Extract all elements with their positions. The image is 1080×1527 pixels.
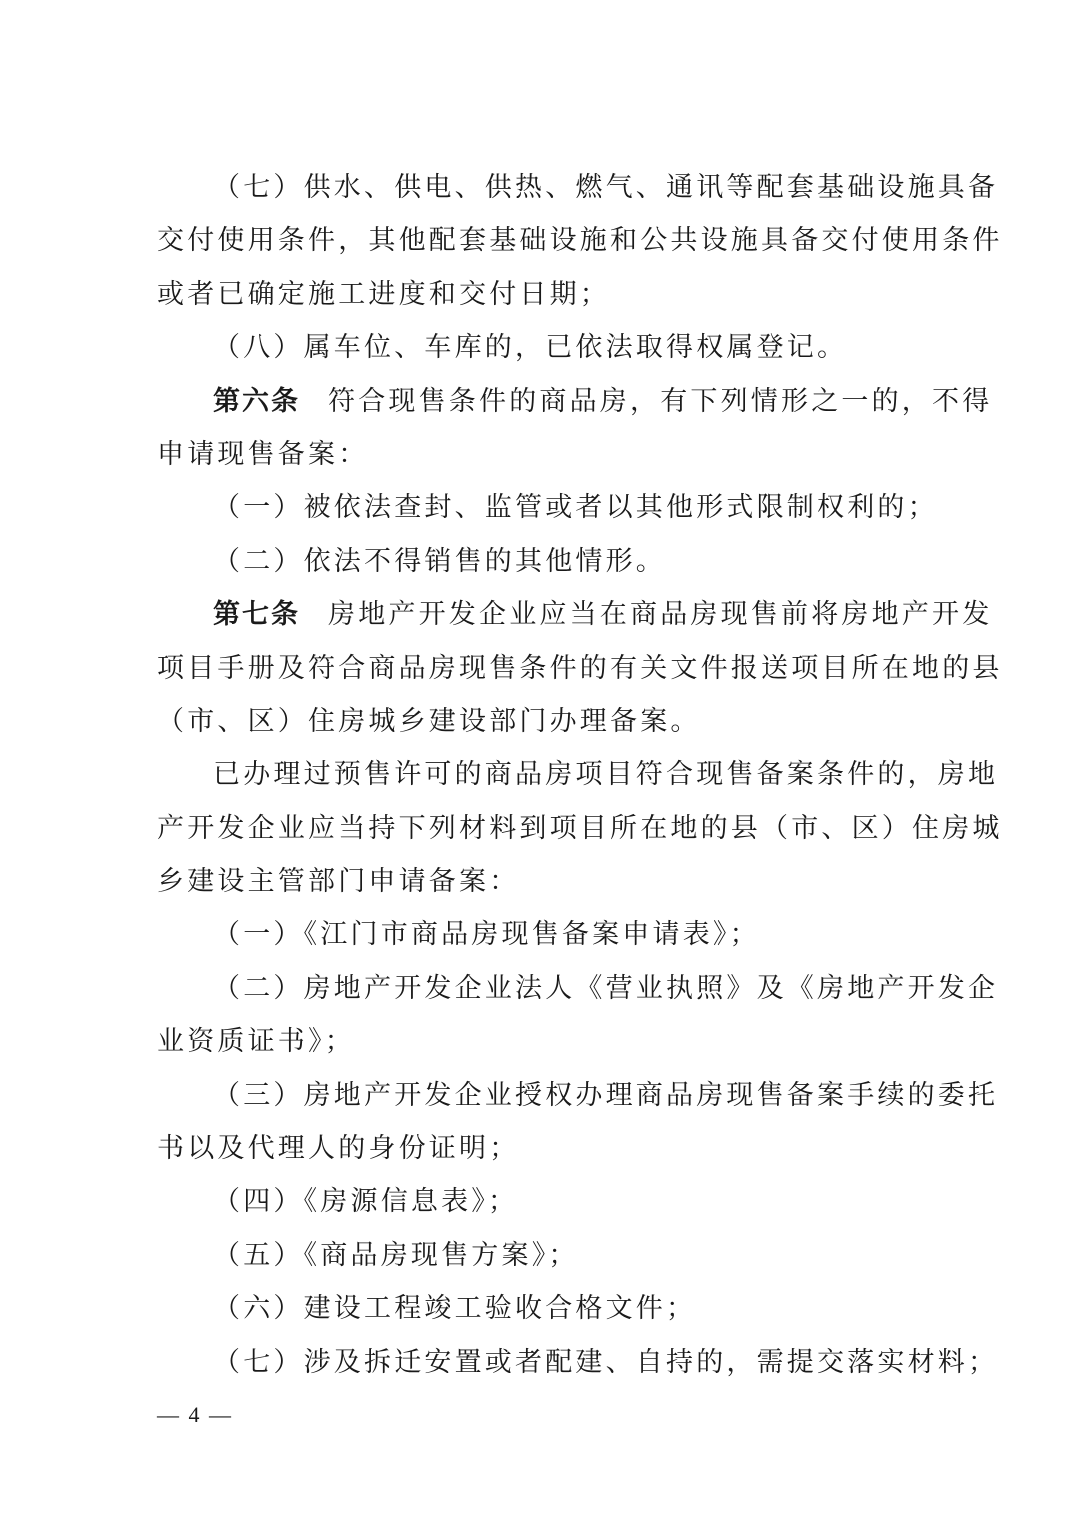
line-text: （七）供水、供电、供热、燃气、通讯等配套基础设施具备 (213, 172, 999, 203)
line-text: 项目手册及符合商品房现售条件的有关文件报送项目所在地的县 (157, 652, 1003, 684)
text-line (157, 908, 927, 961)
text-line (157, 1069, 999, 1122)
line-text: （七）涉及拆迁安置或者配建、自持的，需提交落实材料； (213, 1346, 999, 1378)
text-line (157, 1175, 927, 1228)
text-line (157, 748, 999, 801)
line-text: （市、区）住房城乡建设部门办理备案。 (157, 705, 701, 737)
line-text: 书以及代理人的身份证明； (157, 1133, 520, 1165)
line-text: 房地产开发企业应当在商品房现售前将房地产开发 (328, 599, 993, 631)
line-text: （八）属车位、车库的，已依法取得权属登记。 (213, 332, 848, 364)
text-line (157, 962, 999, 1015)
text-line (157, 535, 927, 588)
line-text: 申请现售备案： (157, 438, 369, 470)
text-line (157, 428, 927, 481)
line-text: 已办理过预售许可的商品房项目符合现售备案条件的，房地 (213, 759, 999, 791)
text-line (157, 1229, 927, 1282)
text-line (157, 695, 927, 748)
text-line (157, 321, 927, 374)
line-text: （六）建设工程竣工验收合格文件； (213, 1293, 697, 1325)
line-text: （四）《房源信息表》； (213, 1186, 519, 1218)
line-text: （一）被依法查封、监管或者以其他形式限制权利的； (213, 492, 938, 524)
text-line (157, 481, 938, 534)
page-number: — 4 — (157, 1402, 233, 1427)
article-line (157, 375, 993, 428)
text-line (157, 642, 1003, 695)
line-text: 交付使用条件，其他配套基础设施和公共设施具备交付使用条件 (157, 225, 1003, 257)
text-line (157, 1122, 927, 1175)
line-text: （二）依法不得销售的其他情形。 (213, 545, 666, 577)
line-text: （二）房地产开发企业法人《营业执照》及《房地产开发企 (213, 972, 999, 1004)
line-text: （五）《商品房现售方案》； (213, 1239, 579, 1271)
text-line (157, 802, 1003, 855)
text-line (157, 1282, 927, 1335)
line-text: （三）房地产开发企业授权办理商品房现售备案手续的委托 (213, 1079, 999, 1111)
line-text: 产开发企业应当持下列材料到项目所在地的县（市、区）住房城 (157, 812, 1003, 844)
text-line (157, 268, 927, 321)
text-line (157, 214, 1003, 267)
text-line (157, 1336, 999, 1389)
line-text: 符合现售条件的商品房，有下列情形之一的，不得 (328, 385, 993, 417)
line-text: （一）《江门市商品房现售备案申请表》； (213, 919, 760, 951)
line-text: 业资质证书》； (157, 1026, 355, 1058)
article-label: 第六条 (213, 385, 300, 417)
text-line (157, 161, 999, 214)
text-line (157, 855, 927, 908)
document-body (157, 161, 1003, 1389)
line-text: 或者已确定施工进度和交付日期； (157, 278, 610, 310)
text-line (157, 1015, 927, 1068)
article-label: 第七条 (213, 599, 300, 631)
article-line (157, 588, 993, 641)
line-text: 乡建设主管部门申请备案： (157, 866, 520, 898)
